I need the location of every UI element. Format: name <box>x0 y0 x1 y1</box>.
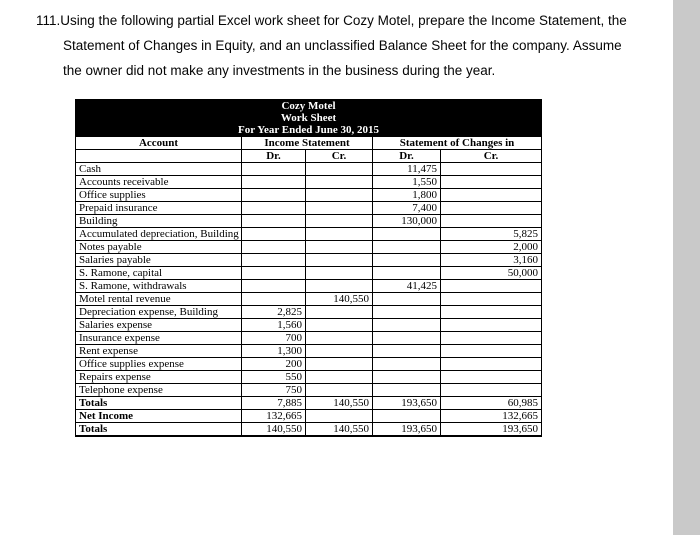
cell-account: Notes payable <box>76 241 242 254</box>
cell-sc_dr <box>373 358 441 371</box>
cell-sc_cr: 50,000 <box>441 267 542 280</box>
cell-sc_dr <box>373 410 441 423</box>
cell-is_dr <box>242 176 306 189</box>
cell-is_dr: 2,825 <box>242 306 306 319</box>
cell-account: Accounts receivable <box>76 176 242 189</box>
cell-is_dr: 200 <box>242 358 306 371</box>
cell-sc_dr <box>373 319 441 332</box>
cell-is_dr <box>242 202 306 215</box>
worksheet-row <box>76 358 542 371</box>
cell-is_cr <box>306 228 373 241</box>
cell-account: Motel rental revenue <box>76 293 242 306</box>
cell-is_cr <box>306 332 373 345</box>
cell-account: S. Ramone, withdrawals <box>76 280 242 293</box>
cell-account: Net Income <box>76 410 242 423</box>
cell-sc_cr <box>441 306 542 319</box>
col-subheader-sc-cr: Cr. <box>441 150 542 163</box>
worksheet-table <box>75 99 542 437</box>
col-subheader-is-cr: Cr. <box>306 150 373 163</box>
worksheet-row <box>76 228 542 241</box>
cell-is_cr <box>306 319 373 332</box>
cell-sc_dr: 1,800 <box>373 189 441 202</box>
cell-is_cr <box>306 189 373 202</box>
cell-sc_cr <box>441 202 542 215</box>
cell-sc_dr <box>373 267 441 280</box>
cell-account: Totals <box>76 397 242 410</box>
sub-header-row <box>76 150 542 163</box>
cell-is_dr <box>242 228 306 241</box>
cell-sc_cr <box>441 176 542 189</box>
cell-account: Insurance expense <box>76 332 242 345</box>
cell-is_cr <box>306 345 373 358</box>
cell-sc_cr <box>441 332 542 345</box>
cell-sc_cr <box>441 371 542 384</box>
worksheet-row <box>76 280 542 293</box>
worksheet-row <box>76 423 542 437</box>
worksheet-row <box>76 176 542 189</box>
cell-is_cr <box>306 241 373 254</box>
cell-is_dr <box>242 241 306 254</box>
worksheet-title-period: For Year Ended June 30, 2015 <box>238 124 379 136</box>
cell-is_cr <box>306 163 373 176</box>
worksheet-row <box>76 319 542 332</box>
cell-sc_cr <box>441 215 542 228</box>
cell-is_dr: 750 <box>242 384 306 397</box>
cell-sc_cr <box>441 280 542 293</box>
worksheet-container <box>75 99 700 437</box>
cell-is_cr <box>306 384 373 397</box>
cell-sc_dr <box>373 241 441 254</box>
cell-account: Telephone expense <box>76 384 242 397</box>
cell-sc_dr <box>373 332 441 345</box>
cell-account: Building <box>76 215 242 228</box>
col-subheader-sc-dr: Dr. <box>373 150 441 163</box>
col-header-statement-of-changes: Statement of Changes in <box>373 137 542 150</box>
cell-sc_dr <box>373 293 441 306</box>
cell-is_dr <box>242 280 306 293</box>
cell-is_cr <box>306 215 373 228</box>
worksheet-row <box>76 332 542 345</box>
col-subheader-is-dr: Dr. <box>242 150 306 163</box>
cell-account: Office supplies expense <box>76 358 242 371</box>
cell-sc_cr <box>441 384 542 397</box>
worksheet-title-doc: Work Sheet <box>280 112 337 124</box>
col-header-account: Account <box>76 137 242 150</box>
cell-is_dr <box>242 254 306 267</box>
cell-sc_dr: 130,000 <box>373 215 441 228</box>
cell-is_cr <box>306 371 373 384</box>
cell-sc_dr <box>373 254 441 267</box>
cell-is_dr: 550 <box>242 371 306 384</box>
worksheet-title-company: Cozy Motel <box>281 100 336 112</box>
cell-account: Cash <box>76 163 242 176</box>
col-header-income-statement: Income Statement <box>242 137 373 150</box>
cell-is_dr: 1,300 <box>242 345 306 358</box>
worksheet-row <box>76 163 542 176</box>
cell-sc_cr: 2,000 <box>441 241 542 254</box>
cell-is_dr: 132,665 <box>242 410 306 423</box>
worksheet-row <box>76 202 542 215</box>
cell-sc_cr <box>441 358 542 371</box>
cell-is_dr <box>242 267 306 280</box>
cell-is_dr: 7,885 <box>242 397 306 410</box>
cell-sc_dr: 1,550 <box>373 176 441 189</box>
worksheet-body <box>76 163 542 437</box>
cell-sc_cr <box>441 345 542 358</box>
cell-is_cr <box>306 306 373 319</box>
worksheet-row <box>76 254 542 267</box>
cell-is_cr <box>306 358 373 371</box>
cell-sc_dr <box>373 371 441 384</box>
cell-sc_dr <box>373 306 441 319</box>
cell-sc_cr <box>441 189 542 202</box>
cell-sc_cr: 132,665 <box>441 410 542 423</box>
page-right-gray-strip <box>673 0 700 535</box>
worksheet-row <box>76 241 542 254</box>
worksheet-row <box>76 267 542 280</box>
cell-account: Totals <box>76 423 242 437</box>
cell-sc_dr <box>373 384 441 397</box>
cell-is_dr: 700 <box>242 332 306 345</box>
cell-is_dr: 1,560 <box>242 319 306 332</box>
worksheet-row <box>76 306 542 319</box>
cell-account: Accumulated depreciation, Building <box>76 228 242 241</box>
worksheet-row <box>76 189 542 202</box>
worksheet-row <box>76 397 542 410</box>
cell-sc_dr: 11,475 <box>373 163 441 176</box>
cell-account: Rent expense <box>76 345 242 358</box>
column-group-header-row <box>76 137 542 150</box>
cell-sc_dr: 41,425 <box>373 280 441 293</box>
cell-sc_cr <box>441 163 542 176</box>
cell-is_cr <box>306 267 373 280</box>
cell-account: S. Ramone, capital <box>76 267 242 280</box>
question-line: the owner did not make any investments in the business during the year. <box>63 63 496 78</box>
worksheet-row <box>76 410 542 423</box>
cell-is_cr: 140,550 <box>306 293 373 306</box>
cell-sc_dr: 193,650 <box>373 397 441 410</box>
cell-account: Salaries payable <box>76 254 242 267</box>
cell-sc_cr <box>441 293 542 306</box>
cell-sc_cr: 60,985 <box>441 397 542 410</box>
cell-is_cr <box>306 202 373 215</box>
cell-is_cr: 140,550 <box>306 397 373 410</box>
cell-is_cr <box>306 254 373 267</box>
worksheet-title-row <box>76 100 542 137</box>
cell-is_dr <box>242 215 306 228</box>
cell-account: Depreciation expense, Building <box>76 306 242 319</box>
worksheet-row <box>76 345 542 358</box>
cell-sc_cr: 3,160 <box>441 254 542 267</box>
question-text <box>0 0 700 83</box>
cell-is_dr: 140,550 <box>242 423 306 437</box>
worksheet-row <box>76 215 542 228</box>
worksheet-row <box>76 384 542 397</box>
cell-is_dr <box>242 163 306 176</box>
cell-sc_cr <box>441 319 542 332</box>
cell-account: Salaries expense <box>76 319 242 332</box>
worksheet-row <box>76 371 542 384</box>
cell-sc_cr: 5,825 <box>441 228 542 241</box>
worksheet-row <box>76 293 542 306</box>
cell-is_cr <box>306 410 373 423</box>
col-subheader-blank <box>76 150 242 163</box>
cell-sc_dr: 7,400 <box>373 202 441 215</box>
cell-sc_dr <box>373 228 441 241</box>
cell-sc_dr <box>373 345 441 358</box>
worksheet-title-block <box>76 100 542 137</box>
cell-is_cr <box>306 176 373 189</box>
cell-is_cr: 140,550 <box>306 423 373 437</box>
cell-sc_cr: 193,650 <box>441 423 542 437</box>
cell-sc_dr: 193,650 <box>373 423 441 437</box>
cell-account: Prepaid insurance <box>76 202 242 215</box>
cell-is_dr <box>242 189 306 202</box>
cell-account: Office supplies <box>76 189 242 202</box>
cell-is_cr <box>306 280 373 293</box>
cell-account: Repairs expense <box>76 371 242 384</box>
question-line: 111.Using the following partial Excel work sheet for Cozy Motel, prepare the Income Statement, the <box>36 13 627 28</box>
cell-is_dr <box>242 293 306 306</box>
question-line: Statement of Changes in Equity, and an unclassified Balance Sheet for the company. Assume <box>63 38 622 53</box>
